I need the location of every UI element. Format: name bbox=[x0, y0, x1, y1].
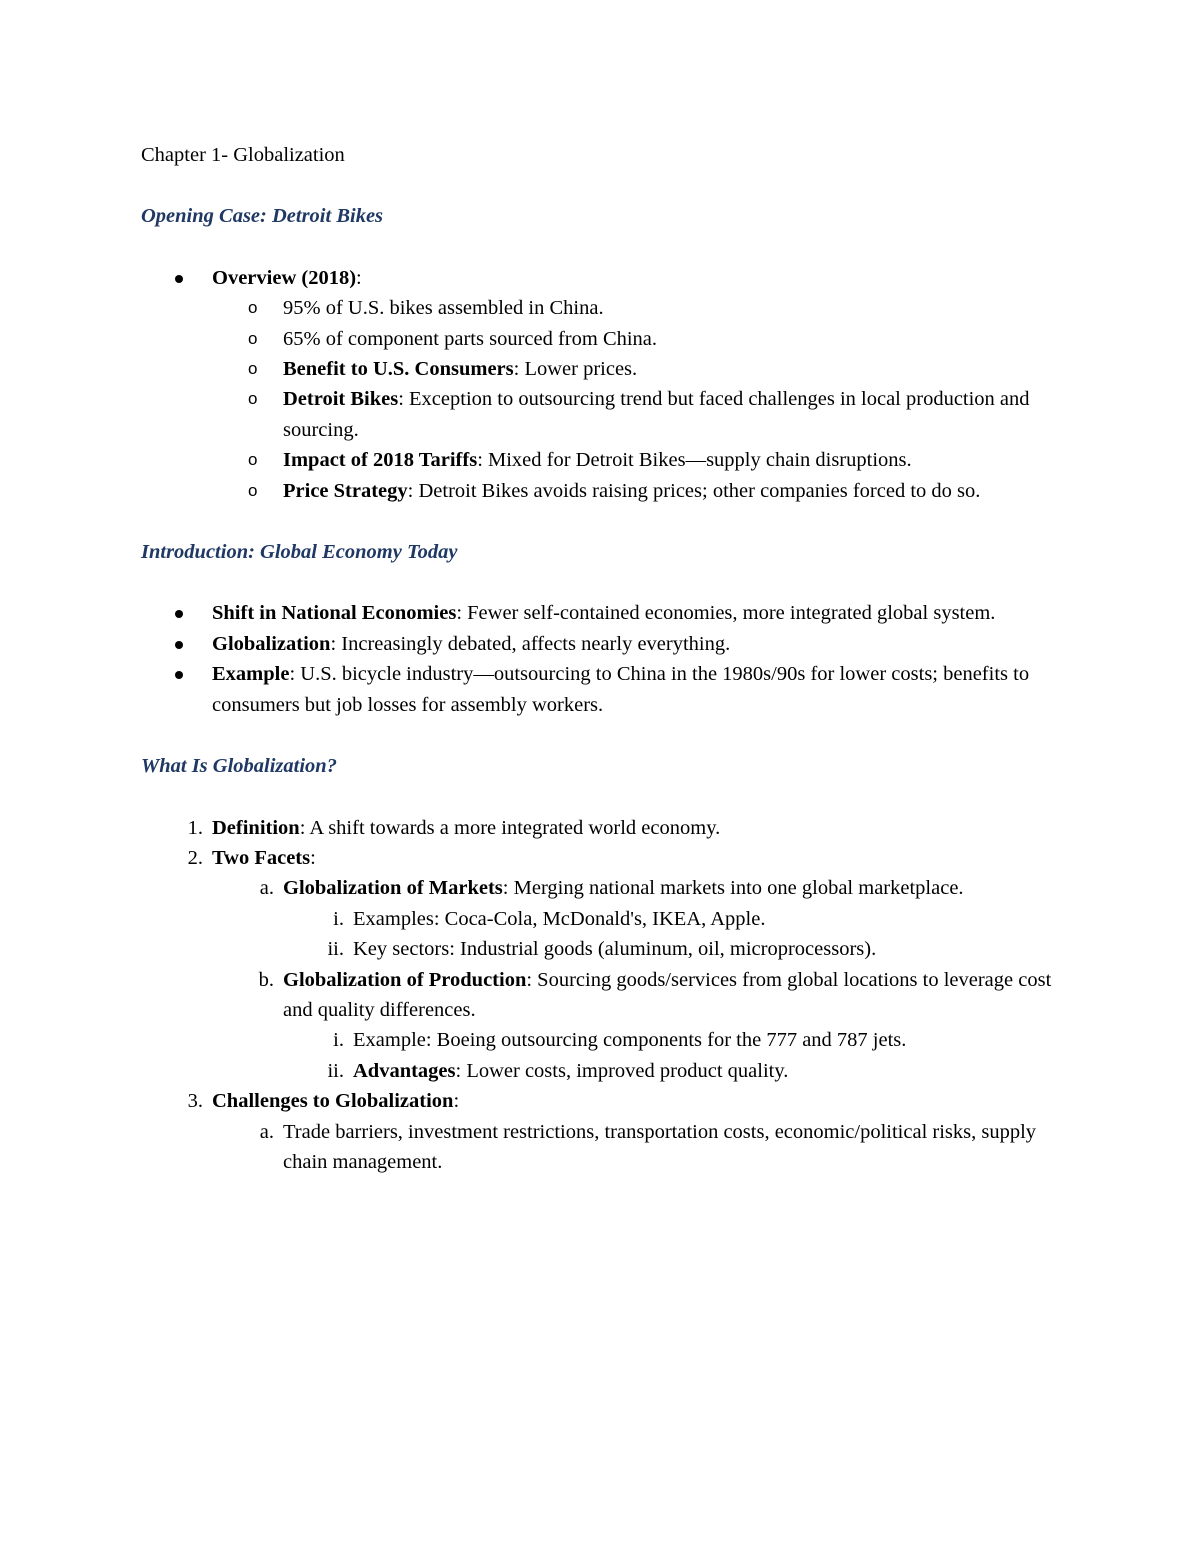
document-page bbox=[141, 140, 1061, 1177]
item-text: : Fewer self-contained economies, more integrated global system. bbox=[456, 602, 996, 625]
list-number: 1. bbox=[187, 816, 203, 839]
item-text: : Merging national markets into one global marketplace. bbox=[502, 877, 964, 900]
item-text: : A shift towards a more integrated world economy. bbox=[299, 816, 721, 839]
item-label: Globalization of Production bbox=[283, 968, 527, 991]
bullet-icon bbox=[175, 610, 183, 618]
section-heading-what-is-globalization: What Is Globalization? bbox=[141, 755, 337, 778]
item-label: Benefit to U.S. Consumers bbox=[283, 358, 514, 381]
item-label: Shift in National Economies bbox=[212, 602, 457, 625]
list-roman: i. bbox=[333, 907, 344, 930]
item-text: : bbox=[356, 266, 362, 289]
circle-bullet-icon: o bbox=[248, 450, 258, 470]
item-text: : Lower prices. bbox=[513, 358, 638, 381]
item-text: : Detroit Bikes avoids raising prices; other companies forced to do so. bbox=[407, 479, 981, 502]
list-letter: b. bbox=[258, 968, 274, 991]
item-text: : Sourcing goods/services from global locations to leverage cost and quality differences. bbox=[283, 968, 1052, 1021]
bullet-icon bbox=[175, 641, 183, 649]
list-roman: ii. bbox=[327, 938, 344, 961]
list-roman: i. bbox=[333, 1029, 344, 1052]
list-item bbox=[141, 598, 1061, 628]
list-item bbox=[141, 324, 1061, 354]
list-item-definition bbox=[141, 813, 1061, 843]
item-label: Detroit Bikes bbox=[283, 388, 399, 411]
circle-bullet-icon: o bbox=[248, 328, 258, 348]
list-item bbox=[141, 476, 1061, 506]
item-text: : Exception to outsourcing trend but faced challenges in local production and sourcing. bbox=[283, 388, 1030, 441]
introduction-list bbox=[141, 598, 1061, 720]
list-item-two-facets bbox=[141, 843, 1061, 873]
list-letter: a. bbox=[259, 1120, 274, 1143]
opening-case-list bbox=[141, 263, 1061, 506]
item-label: Challenges to Globalization bbox=[212, 1090, 454, 1113]
list-item bbox=[141, 293, 1061, 323]
item-text: : bbox=[453, 1090, 460, 1113]
item-text: Trade barriers, investment restrictions, transportation costs, economic/political risks, supply chain management. bbox=[283, 1120, 1037, 1173]
list-item bbox=[141, 384, 1061, 445]
section-heading-opening-case: Opening Case: Detroit Bikes bbox=[141, 205, 384, 228]
list-item bbox=[141, 659, 1061, 720]
item-text: : Lower costs, improved product quality. bbox=[455, 1059, 789, 1082]
section-heading-introduction: Introduction: Global Economy Today bbox=[141, 541, 458, 564]
list-item bbox=[141, 1117, 1061, 1178]
item-text: 65% of component parts sourced from China. bbox=[283, 327, 658, 350]
item-text: : bbox=[310, 846, 316, 869]
item-text: : Mixed for Detroit Bikes—supply chain disruptions. bbox=[477, 449, 912, 472]
item-text: Key sectors: Industrial goods (aluminum, oil, microprocessors). bbox=[353, 938, 877, 961]
item-text: : Increasingly debated, affects nearly everything. bbox=[330, 632, 731, 655]
item-text: 95% of U.S. bikes assembled in China. bbox=[283, 297, 604, 320]
item-label: Globalization of Markets bbox=[283, 877, 503, 900]
what-is-globalization-list bbox=[141, 813, 1061, 1178]
circle-bullet-icon: o bbox=[248, 298, 258, 318]
list-item-challenges bbox=[141, 1086, 1061, 1116]
list-item-production bbox=[141, 965, 1061, 1026]
circle-bullet-icon: o bbox=[248, 359, 258, 379]
list-item bbox=[141, 445, 1061, 475]
item-label: Overview (2018) bbox=[212, 266, 357, 289]
list-item bbox=[141, 1025, 1061, 1055]
item-text: Example: Boeing outsourcing components for the 777 and 787 jets. bbox=[353, 1029, 907, 1052]
item-label: Example bbox=[212, 663, 290, 686]
item-text: : U.S. bicycle industry—outsourcing to China in the 1980s/90s for lower costs; benefits to consumers but job losses for assembly workers. bbox=[212, 663, 1030, 716]
list-item bbox=[141, 354, 1061, 384]
list-roman: ii. bbox=[327, 1059, 344, 1082]
item-label: Price Strategy bbox=[283, 479, 408, 502]
item-label: Impact of 2018 Tariffs bbox=[283, 449, 478, 472]
circle-bullet-icon: o bbox=[248, 389, 258, 409]
item-label: Globalization bbox=[212, 632, 331, 655]
bullet-icon bbox=[175, 671, 183, 679]
circle-bullet-icon: o bbox=[248, 480, 258, 500]
list-item-markets bbox=[141, 873, 1061, 903]
item-label: Definition bbox=[212, 816, 300, 839]
item-label: Two Facets bbox=[212, 846, 311, 869]
list-item bbox=[141, 1056, 1061, 1086]
list-item bbox=[141, 629, 1061, 659]
bullet-icon bbox=[175, 275, 183, 283]
list-item bbox=[141, 904, 1061, 934]
list-letter: a. bbox=[259, 877, 274, 900]
item-text: Examples: Coca-Cola, McDonald's, IKEA, Apple. bbox=[353, 907, 766, 930]
list-number: 2. bbox=[187, 846, 203, 869]
document-title: Chapter 1- Globalization bbox=[141, 144, 345, 166]
list-item bbox=[141, 934, 1061, 964]
item-label: Advantages bbox=[353, 1059, 456, 1082]
list-number: 3. bbox=[187, 1090, 203, 1113]
list-item-overview bbox=[141, 263, 1061, 293]
